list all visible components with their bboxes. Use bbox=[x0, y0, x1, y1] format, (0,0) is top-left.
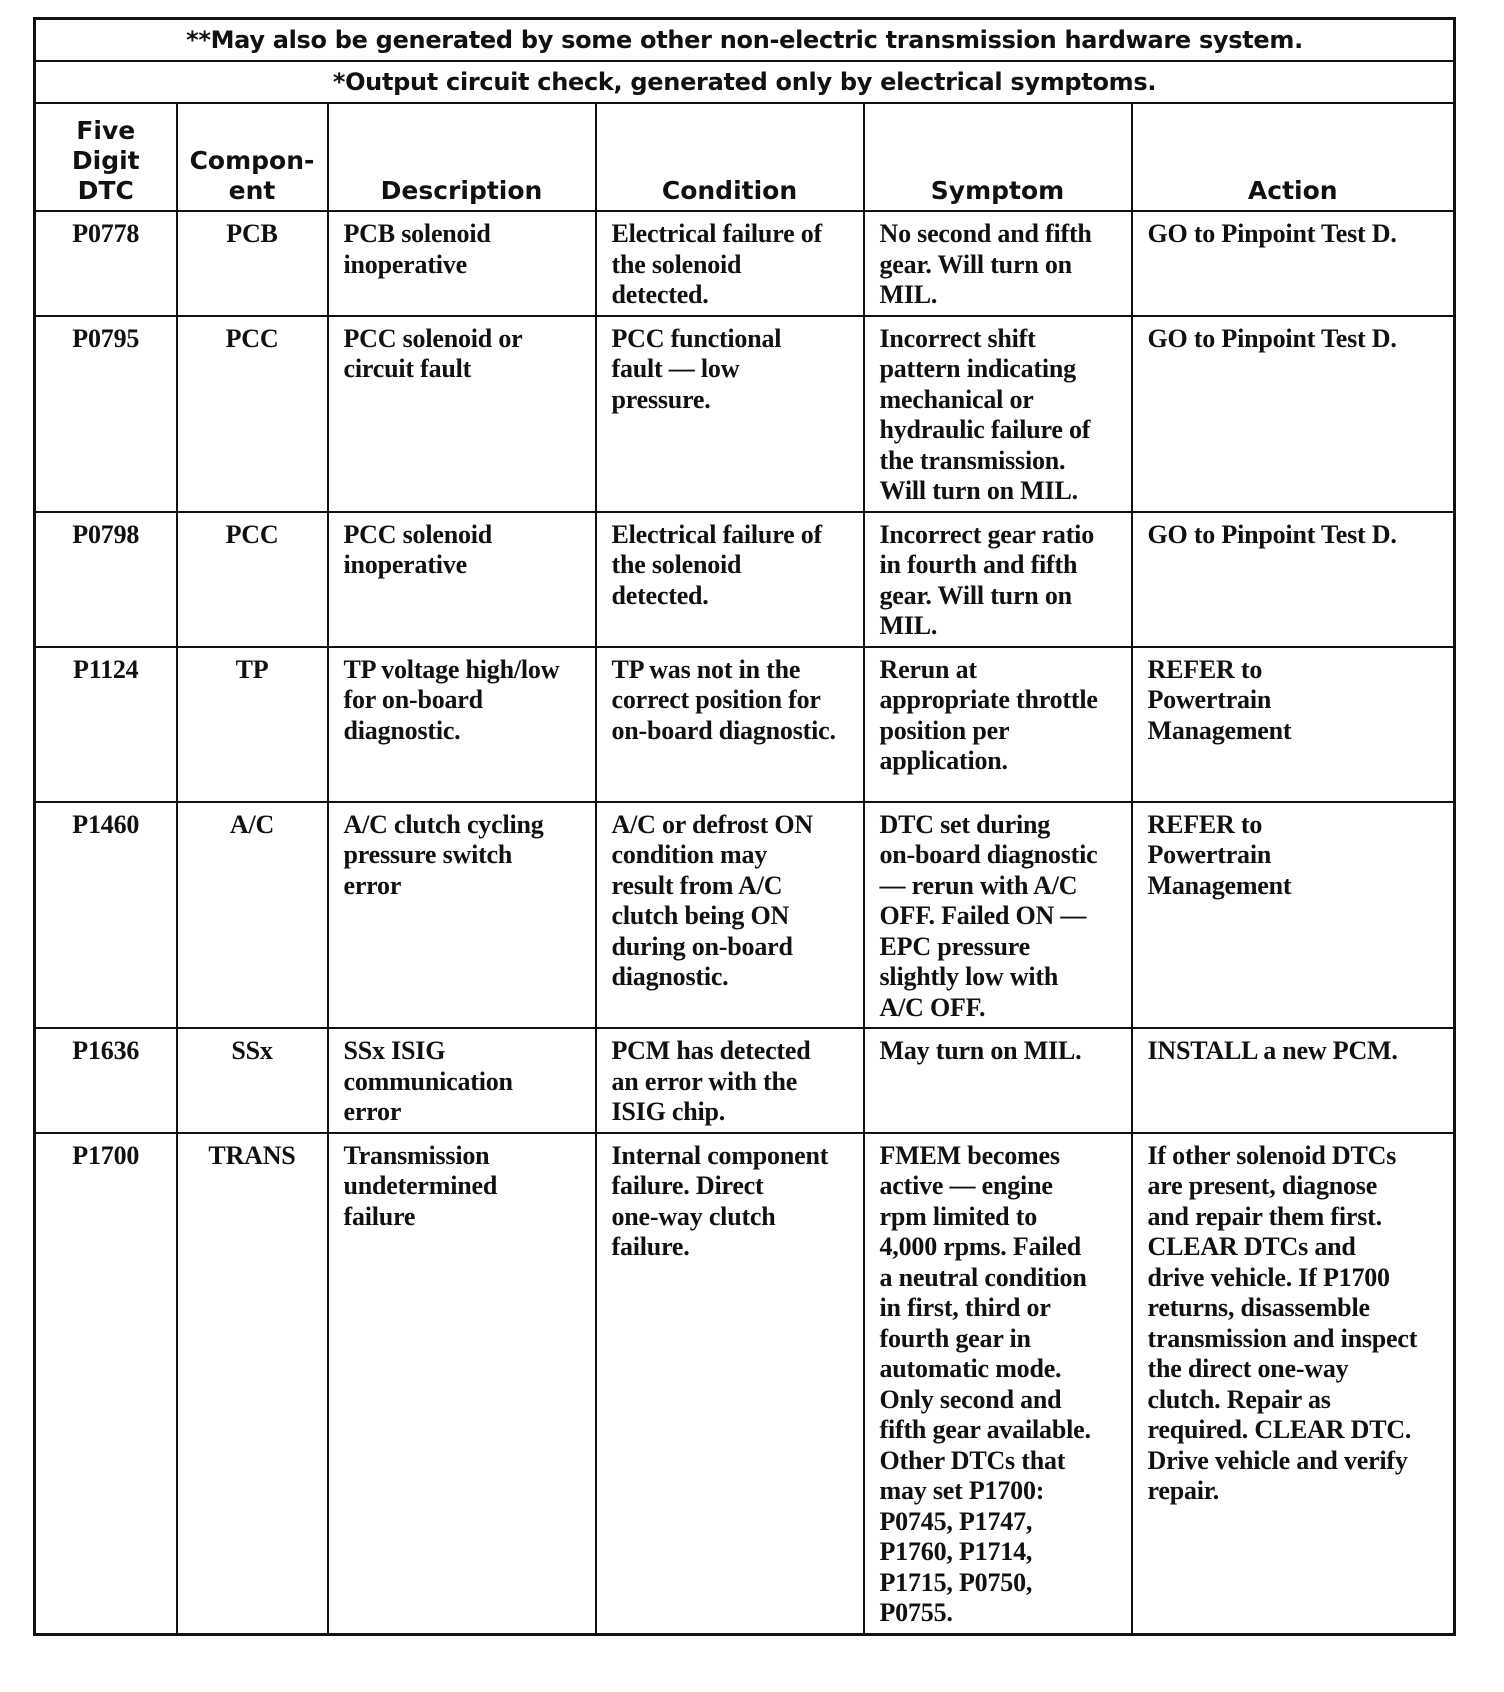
symptom-cell: No second and fifth gear. Will turn on MIL. bbox=[864, 211, 1132, 316]
component-cell: A/C bbox=[177, 802, 328, 1029]
dtc-cell: P1460 bbox=[35, 802, 177, 1029]
symptom-cell: May turn on MIL. bbox=[864, 1028, 1132, 1133]
symptom-cell: Incorrect shift pattern indicating mechanical or hydraulic failure of the transmission. Will turn on MIL. bbox=[864, 316, 1132, 512]
note-row-2 bbox=[35, 61, 1455, 103]
table-row bbox=[35, 512, 1455, 647]
header-action: Action bbox=[1132, 103, 1455, 211]
condition-cell: Internal component failure. Direct one-way clutch failure. bbox=[596, 1133, 864, 1635]
note-output-circuit: *Output circuit check, generated only by electrical symptoms. bbox=[35, 61, 1455, 103]
dtc-table bbox=[33, 17, 1456, 1636]
action-cell: GO to Pinpoint Test D. bbox=[1132, 512, 1455, 647]
table-row bbox=[35, 1028, 1455, 1133]
dtc-rows bbox=[35, 211, 1455, 1634]
description-cell: PCC solenoid inoperative bbox=[328, 512, 596, 647]
description-cell: PCB solenoid inoperative bbox=[328, 211, 596, 316]
dtc-cell: P0795 bbox=[35, 316, 177, 512]
header-condition: Condition bbox=[596, 103, 864, 211]
condition-cell: PCM has detected an error with the ISIG chip. bbox=[596, 1028, 864, 1133]
symptom-cell: FMEM becomes active — engine rpm limited to 4,000 rpms. Failed a neutral condition in first, third or fourth gear in automatic mode. Only second and fifth gear available. Other DTCs that may set P1700: P0745, P1747, P1760, P1714, P1715, P0750, P0755. bbox=[864, 1133, 1132, 1635]
condition-cell: A/C or defrost ON condition may result from A/C clutch being ON during on-board diagnostic. bbox=[596, 802, 864, 1029]
condition-cell: Electrical failure of the solenoid detected. bbox=[596, 512, 864, 647]
action-cell: INSTALL a new PCM. bbox=[1132, 1028, 1455, 1133]
dtc-cell: P0778 bbox=[35, 211, 177, 316]
action-cell: GO to Pinpoint Test D. bbox=[1132, 316, 1455, 512]
table-row bbox=[35, 1133, 1455, 1635]
note-row-1 bbox=[35, 19, 1455, 62]
dtc-cell: P1700 bbox=[35, 1133, 177, 1635]
action-cell: If other solenoid DTCs are present, diagnose and repair them first. CLEAR DTCs and drive vehicle. If P1700 returns, disassemble transmission and inspect the direct one-way clutch. Repair as required. CLEAR DTC. Drive vehicle and verify repair. bbox=[1132, 1133, 1455, 1635]
table-row bbox=[35, 316, 1455, 512]
component-cell: SSx bbox=[177, 1028, 328, 1133]
dtc-cell: P1124 bbox=[35, 647, 177, 802]
header-row bbox=[35, 103, 1455, 211]
table-row bbox=[35, 647, 1455, 802]
symptom-cell: Incorrect gear ratio in fourth and fifth gear. Will turn on MIL. bbox=[864, 512, 1132, 647]
condition-cell: PCC functional fault — low pressure. bbox=[596, 316, 864, 512]
component-cell: PCB bbox=[177, 211, 328, 316]
condition-cell: Electrical failure of the solenoid detected. bbox=[596, 211, 864, 316]
description-cell: A/C clutch cycling pressure switch error bbox=[328, 802, 596, 1029]
action-cell: REFER to Powertrain Management bbox=[1132, 647, 1455, 802]
component-cell: PCC bbox=[177, 316, 328, 512]
action-cell: REFER to Powertrain Management bbox=[1132, 802, 1455, 1029]
header-symptom: Symptom bbox=[864, 103, 1132, 211]
note-general: **May also be generated by some other non-electric transmission hardware system. bbox=[35, 19, 1455, 62]
component-cell: PCC bbox=[177, 512, 328, 647]
symptom-cell: Rerun at appropriate throttle position per application. bbox=[864, 647, 1132, 802]
dtc-cell: P1636 bbox=[35, 1028, 177, 1133]
component-cell: TRANS bbox=[177, 1133, 328, 1635]
action-cell: GO to Pinpoint Test D. bbox=[1132, 211, 1455, 316]
dtc-cell: P0798 bbox=[35, 512, 177, 647]
header-dtc: Five Digit DTC bbox=[35, 103, 177, 211]
table-row bbox=[35, 802, 1455, 1029]
table-row bbox=[35, 211, 1455, 316]
description-cell: TP voltage high/low for on-board diagnostic. bbox=[328, 647, 596, 802]
component-cell: TP bbox=[177, 647, 328, 802]
symptom-cell: DTC set during on-board diagnostic — rerun with A/C OFF. Failed ON — EPC pressure slightly low with A/C OFF. bbox=[864, 802, 1132, 1029]
header-component: Compon- ent bbox=[177, 103, 328, 211]
condition-cell: TP was not in the correct position for on-board diagnostic. bbox=[596, 647, 864, 802]
description-cell: PCC solenoid or circuit fault bbox=[328, 316, 596, 512]
header-description: Description bbox=[328, 103, 596, 211]
description-cell: Transmission undetermined failure bbox=[328, 1133, 596, 1635]
description-cell: SSx ISIG communication error bbox=[328, 1028, 596, 1133]
